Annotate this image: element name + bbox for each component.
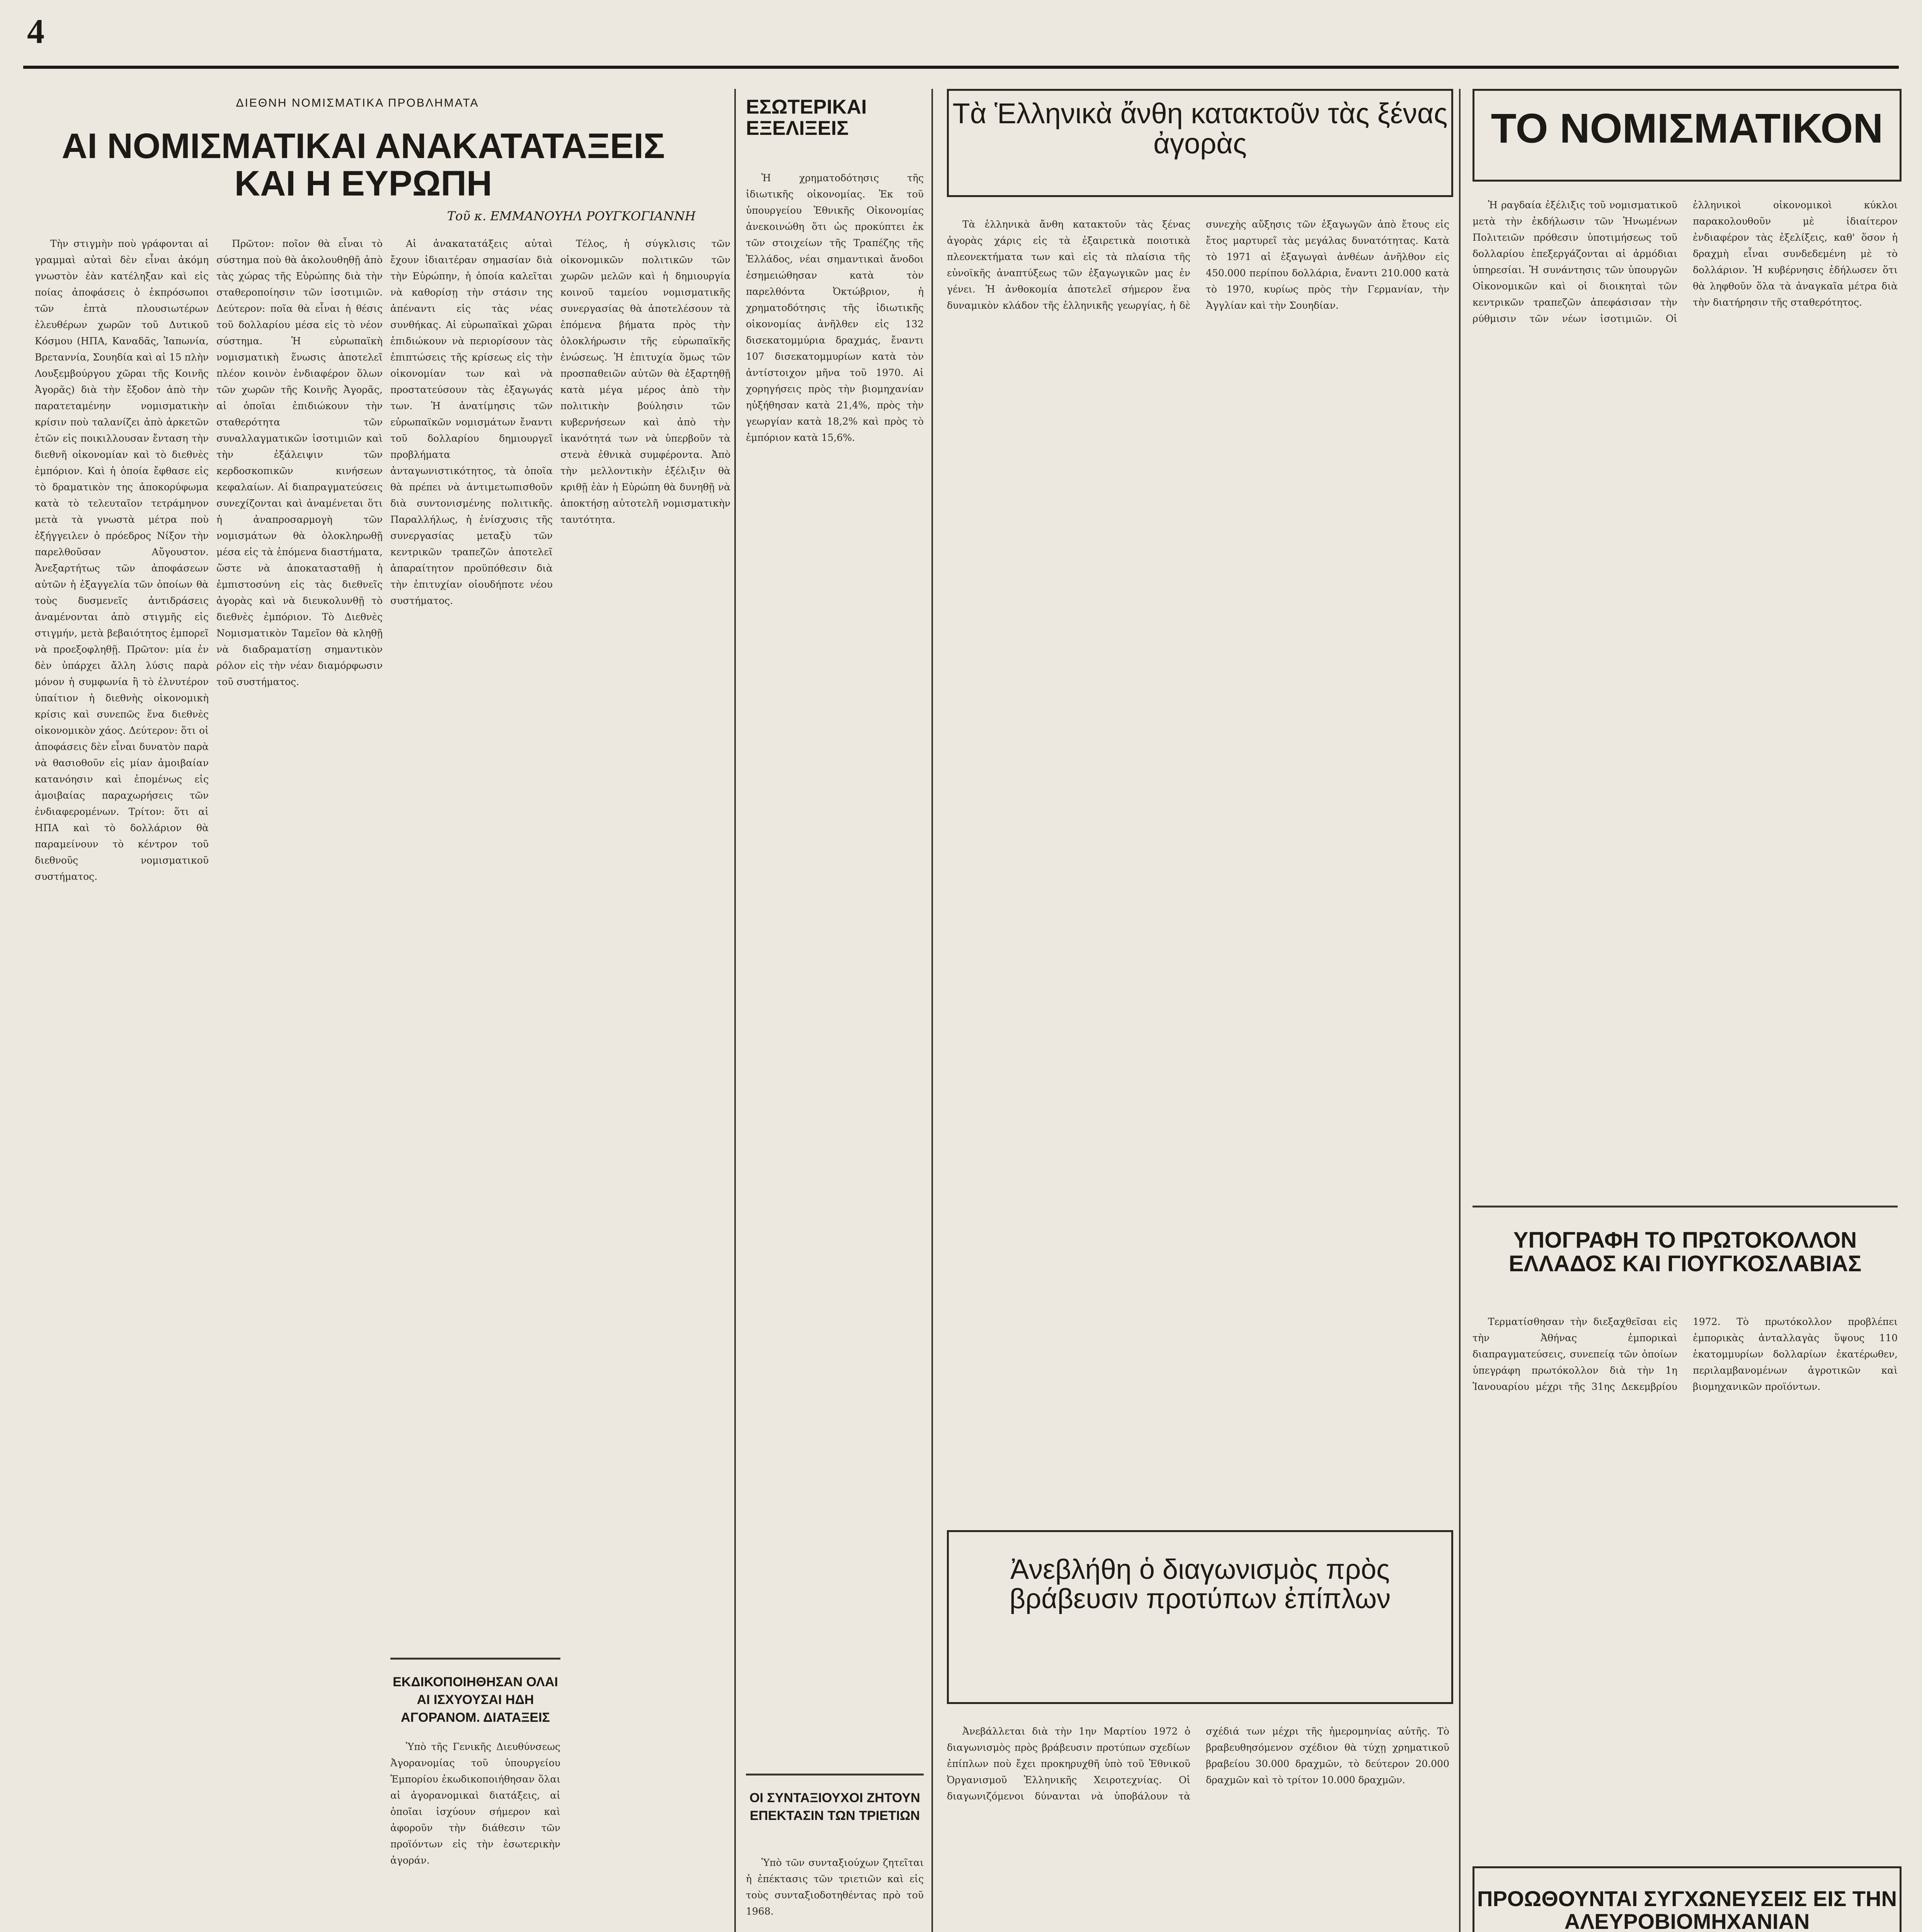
protocol-headline: ΥΠΟΓΡΑΦΗ ΤΟ ΠΡΩΤΟΚΟΛΛΟΝ ΕΛΛΑΔΟΣ ΚΑΙ ΓΙΟΥΓΚΟΣΛΑΒΙΑΣ (1508, 1228, 1862, 1276)
column-rule (734, 89, 736, 1932)
lead-paragraph: Αἱ ἀνακατατάξεις αὐταὶ ἔχουν ἰδιαιτέραν σημασίαν διὰ τὴν Εὐρώπην, ἡ ὁποία καλεῖται νὰ καθορίσῃ τὴν στάσιν της ἀπέναντι εἰς τὰς νέας συνθήκας. Αἱ εὐρωπαϊκαὶ χῶραι ἐπιδιώκουν νὰ περιορίσουν τὰς ἐπιπτώσεις τῆς κρίσεως εἰς τὴν οἰκονομίαν των καὶ νὰ προστατεύσουν τὰς ἐξαγωγάς των. Ἡ ἀνατίμησις τῶν εὐρωπαϊκῶν νομισμάτων ἔναντι τοῦ δολλαρίου δημιουργεῖ προβλήματα ἀνταγωνιστικότητος, τὰ ὁποῖα θὰ πρέπει νὰ ἀντιμετωπισθοῦν διὰ συντονισμένης πολιτικῆς. Παραλλήλως, ἡ ἐνίσχυσις τῆς συνεργασίας μεταξὺ τῶν κεντρικῶν τραπεζῶν ἀποτελεῖ ἀπαραίτητον προϋπόθεσιν διὰ τὴν ἐπιτυχίαν οἱουδήποτε νέου συστήματος. (390, 238, 553, 606)
pensions-paragraph: Ὑπὸ τῶν συνταξιούχων ζητεῖται ἡ ἐπέκτασις τῶν τριετιῶν καὶ εἰς τοὺς συνταξιοδοτηθέντας πρὸ τοῦ 1968. (746, 1857, 924, 1917)
lead-column-3 (390, 236, 553, 889)
pensions-body (746, 1855, 924, 1932)
protocol-body (1473, 1314, 1898, 1851)
competition-paragraph: Ἀνεβάλλεται διὰ τὴν 1ην Μαρτίου 1972 ὁ διαγωνισμὸς πρὸς βράβευσιν προτύπων σχεδίων ἐπίπλων ποὺ ἔχει προκηρυχθῆ ὑπὸ τοῦ Ἐθνικοῦ Ὀργανισμοῦ Ἑλληνικῆς Χειροτεχνίας. Οἱ διαγωνιζόμενοι δύνανται νὰ ὑποβάλουν τὰ σχέδιά των μέχρι τῆς ἡμερομηνίας αὐτῆς. Τὸ βραβευθησόμενον σχέδιον θὰ τύχῃ χρηματικοῦ βραβείου 30.000 δραχμῶν, τὸ δεύτερον 20.000 δραχμῶν καὶ τὸ τρίτον 10.000 δραχμῶν. (947, 1726, 1449, 1802)
domestic-headline: ΕΣΩΤΕΡΙΚΑΙ ΕΞΕΛΙΞΕΙΣ (746, 96, 867, 139)
currency-paragraph: Ἡ ραγδαία ἐξέλιξις τοῦ νομισματικοῦ μετὰ τὴν ἐκδήλωσιν τῶν Ἡνωμένων Πολιτειῶν πρόθεσιν ὑποτιμήσεως τοῦ δολλαρίου ἐπεξεργάζονται αἱ ἀρμόδιαι ὑπηρεσίαι. Ἡ συνάντησις τῶν ὑπουργῶν Οἰκονομικῶν καὶ οἱ διοικηταὶ τῶν κεντρικῶν τραπεζῶν ἀπεφάσισαν τὴν ρύθμισιν τῶν νέων ἰσοτιμιῶν. Οἱ ἑλληνικοὶ οἰκονομικοὶ κύκλοι παρακολουθοῦν μὲ ἰδιαίτερον ἐνδιαφέρον τὰς ἐξελίξεις, καθ' ὅσον ἡ δραχμὴ εἶναι συνδεδεμένη μὲ τὸ δολλάριον. Ἡ κυβέρνησις ἐδήλωσεν ὅτι θὰ ληφθοῦν ὅλα τὰ ἀναγκαῖα μέτρα διὰ τὴν διατήρησιν τῆς σταθερότητος. (1473, 199, 1898, 324)
mills-headline-box (1473, 1866, 1902, 1932)
ordinance-headline: ΕΚΔΙΚΟΠΟΙΗΘΗΣΑΝ ΟΛΑΙ ΑΙ ΙΣΧΥΟΥΣΑΙ ΗΔΗ ΑΓΟΡΑΝΟΜ. ΔΙΑΤΑΞΕΙΣ (393, 1675, 558, 1725)
currency-headline-box (1473, 89, 1902, 182)
top-rule (23, 66, 1899, 69)
page-number: 4 (27, 12, 44, 51)
lead-column-4 (560, 236, 730, 889)
divider (1473, 1206, 1898, 1208)
competition-headline: Ἀνεβλήθη ὁ διαγωνισμὸς πρὸς βράβευσιν προτύπων ἐπίπλων (1009, 1554, 1391, 1614)
competition-body (947, 1723, 1449, 1932)
lead-column-2 (216, 236, 383, 1932)
lead-column-1 (35, 236, 209, 1932)
domestic-paragraph: Ἡ χρηματοδότησις τῆς ἰδιωτικῆς οἰκονομίας. Ἐκ τοῦ ὑπουργείου Ἐθνικῆς Οἰκονομίας ἀνεκοινώθη ὅτι ὡς προκύπτει ἐκ τῶν στοιχείων τῆς Τραπέζης τῆς Ἑλλάδος, νέαι σημαντικαὶ ἄνοδοι ἐσημειώθησαν κατὰ τὸν παρελθόντα Ὀκτώβριον, ἡ χρηματοδότησις τῆς ἰδιωτικῆς οἰκονομίας ἀνῆλθεν εἰς 132 δισεκατομμύρια δραχμάς, ἔναντι 107 δισεκατομμυρίων κατὰ τὸν ἀντίστοιχον μῆνα τοῦ 1970. Αἱ χορηγήσεις πρὸς τὴν βιομηχανίαν ηὐξήθησαν κατὰ 21,4%, πρὸς τὴν γεωργίαν κατὰ 18,2% καὶ πρὸς τὸ ἐμπόριον κατὰ 15,6%. (746, 172, 924, 443)
divider (390, 1658, 560, 1660)
protocol-paragraph: Τερματίσθησαν τὴν διεξαχθεῖσαι εἰς τὴν Ἀθήνας ἐμπορικαὶ διαπραγματεύσεις, συνεπείᾳ τῶν ὁποίων ὑπεγράφη πρωτόκολλον διὰ τὴν 1η Ἰανουαρίου μέχρι τῆς 31ης Δεκεμβρίου 1972. Τὸ πρωτόκολλον προβλέπει ἐμπορικὰς ἀνταλλαγὰς ὕψους 110 ἑκατομμυρίων δολλαρίων ἐκατέρωθεν, περιλαμβανομένων ἀγροτικῶν καὶ βιομηχανικῶν προϊόντων. (1473, 1316, 1898, 1392)
pensions-headline: ΟΙ ΣΥΝΤΑΞΙΟΥΧΟΙ ΖΗΤΟΥΝ ΕΠΕΚΤΑΣΙΝ ΤΩΝ ΤΡΙΕΤΙΩΝ (749, 1791, 920, 1823)
column-rule (931, 89, 933, 1932)
divider (746, 1774, 924, 1776)
column-rule (1459, 89, 1461, 1932)
lead-byline: Τοῦ κ. ΕΜΜΑΝΟΥΗΛ ΡΟΥΓΚΟΓΙΑΝΝΗ (447, 209, 696, 223)
mills-headline: ΠΡΟΩΘΟΥΝΤΑΙ ΣΥΓΧΩΝΕΥΣΕΙΣ ΕΙΣ ΤΗΝ ΑΛΕΥΡΟΒΙΟΜΗΧΑΝΙΑΝ (1477, 1886, 1897, 1932)
domestic-body (746, 170, 924, 1754)
lead-paragraph: Τὴν στιγμὴν ποὺ γράφονται αἱ γραμμαὶ αὐταὶ δὲν εἶναι ἀκόμη γνωστὸν ἐὰν κατέληξαν καὶ εἰς ποίας ἀποφάσεις ὁ ἐκπρόσωποι τῶν ἑπτὰ πλουσιωτέρων ἐλευθέρων χωρῶν τοῦ Δυτικοῦ Κόσμου (ΗΠΑ, Καναδᾶς, Ἰαπωνία, Βρεταννία, Σουηδία καὶ αἱ 15 πλὴν Λουξεμβούργου χῶραι τῆς Κοινῆς Ἀγορᾶς) διὰ τὴν ἔξοδον ἀπὸ τὴν παρατεταμένην νομισματικὴν κρίσιν ποὺ ταλανίζει ἀπὸ ἀρκετῶν ἐτῶν εἰς ποικιλλουσαν ἔνταση τὴν διεθνῆ οἰκονομίαν καὶ τὸ διεθνὲς ἐμπόριον. Καὶ ἡ ὁποία ἔφθασε εἰς τὸ δραματικὸν της ἀποκορύφωμα κατὰ τὸ τελευταῖον τετράμηνον μετὰ τὰ γνωστὰ μέτρα ποὺ ἐξήγγειλεν ὁ πρόεδρος Νίξον τὴν παρελθοῦσαν Αὔγουστον. Ἀνεξαρτήτως τῶν ἀποφάσεων αὐτῶν ἡ ἐξαγγελία τῶν ὁποίων θὰ τοὺς δυσμενεῖς ἀντιδράσεις ἀναμένονται ἀπὸ στιγμῆς εἰς στιγμήν, μετὰ βεβαιότητος ἐμπορεῖ νὰ προεξοφληθῇ. Πρῶτον: μία ἐν δὲν ὑπάρχει ἄλλη λύσις παρὰ μόνον ἡ συμφωνία ἢ τὸ ἐλνυτέρον ὑπαίτιον ἡ διεθνὴς οἰκονομικὴ κρίσις καὶ συνεπῶς ἕνα διεθνὲς οἰκονομικὸν χάος. Δεύτερον: ὅτι οἱ ἀποφάσεις δὲν εἶναι δυνατὸν παρὰ νὰ θασιοθοῦν εἰς μίαν ἀμοιβαίαν κατανόησιν καὶ ἐπομένως εἰς ἀμοιβαίας παραχωρήσεις τῶν ἐνδιαφερομένων. Τρίτον: ὅτι αἱ ΗΠΑ καὶ τὸ δολλάριον θὰ παραμείνουν τὸ κέντρον τοῦ διεθνοῦς νομισματικοῦ συστήματος. (35, 238, 209, 882)
ordinance-body (390, 1739, 560, 1932)
lead-paragraph: Τέλος, ἡ σύγκλισις τῶν οἰκονομικῶν πολιτικῶν τῶν χωρῶν μελῶν καὶ ἡ δημιουργία κοινοῦ ταμείου νομισματικῆς συνεργασίας θὰ ἀποτελέσουν τὰ ἑπόμενα βήματα πρὸς τὴν ὁλοκλήρωσιν τῆς εὐρωπαϊκῆς ἑνώσεως. Ἡ ἐπιτυχία ὅμως τῶν προσπαθειῶν αὐτῶν θὰ ἐξαρτηθῇ κατὰ μέγα μέρος ἀπὸ τὴν πολιτικὴν βούλησιν τῶν κυβερνήσεων καὶ ἀπὸ τὴν ἱκανότητά των νὰ ὑπερβοῦν τὰ στενὰ ἐθνικὰ συμφέροντα. Ἀπὸ τὴν μελλοντικὴν ἐξέλιξιν θὰ κριθῇ ἐὰν ἡ Εὐρώπη θὰ δυνηθῇ νὰ ἀποκτήσῃ αὐτοτελῆ νομισματικὴν ταυτότητα. (560, 238, 730, 525)
lead-headline: ΑΙ ΝΟΜΙΣΜΑΤΙΚΑΙ ΑΝΑΚΑΤΑΤΑΞΕΙΣ ΚΑΙ Η ΕΥΡΩΠΗ (61, 126, 665, 203)
lead-paragraph: Πρῶτον: ποῖον θὰ εἶναι τὸ σύστημα ποὺ θὰ ἀκολουθηθῇ ἀπὸ τὰς χώρας τῆς Εὐρώπης διὰ τὴν σταθεροποίησιν τῶν ἰσοτιμιῶν. Δεύτερον: ποῖα θὰ εἶναι ἡ θέσις τοῦ δολλαρίου μέσα εἰς τὸ νέον σύστημα. Ἡ εὐρωπαϊκὴ νομισματικὴ ἕνωσις ἀποτελεῖ πλέον κοινὸν ἐνδιαφέρον ὅλων τῶν χωρῶν τῆς Κοινῆς Ἀγορᾶς, αἱ ὁποῖαι ἐπιδιώκουν τὴν σταθερότητα τῶν συναλλαγματικῶν ἰσοτιμιῶν καὶ τὴν ἐξάλειψιν τῶν κερδοσκοπικῶν κινήσεων κεφαλαίων. Αἱ διαπραγματεύσεις συνεχίζονται καὶ ἀναμένεται ὅτι ἡ ἀναπροσαρμογὴ τῶν νομισμάτων θὰ ὁλοκληρωθῇ μέσα εἰς τὰ ἑπόμενα διαστήματα, ὥστε νὰ ἀποκατασταθῇ ἡ ἐμπιστοσύνη εἰς τὰς διεθνεῖς ἀγορὰς καὶ νὰ διευκολυνθῇ τὸ διεθνὲς ἐμπόριον. Τὸ Διεθνὲς Νομισματικὸν Ταμεῖον θὰ κληθῇ νὰ διαδραματίσῃ σημαντικὸν ρόλον εἰς τὴν νέαν διαμόρφωσιν τοῦ συστήματος. (216, 238, 383, 687)
flowers-headline-box (947, 89, 1453, 197)
flowers-paragraph: Τὰ ἑλληνικὰ ἄνθη κατακτοῦν τὰς ξένας ἀγορὰς χάρις εἰς τὰ ἐξαιρετικὰ ποιοτικὰ πλεονεκτήματα των καὶ εἰς τὰ πλαίσια τῆς εὐνοϊκῆς ἀναπτύξεως τῶν ἐξαγωγικῶν μας ἐν γένει. Ἡ ἀνθοκομία ἀποτελεῖ σήμερον ἕνα δυναμικὸν κλάδον τῆς ἑλληνικῆς γεωργίας, ἡ δὲ συνεχὴς αὔξησις τῶν ἐξαγωγῶν ἀπὸ ἔτους εἰς ἔτος μαρτυρεῖ τὰς μεγάλας δυνατότητας. Κατὰ τὸ 1971 αἱ ἐξαγωγαὶ ἀνθέων ἀνῆλθον εἰς 450.000 περίπου δολλάρια, ἔναντι 210.000 κατὰ τὸ 1970, κυρίως πρὸς τὴν Γερμανίαν, τὴν Ἀγγλίαν καὶ τὴν Σουηδίαν. (947, 219, 1449, 311)
flowers-headline: Τὰ Ἑλληνικὰ ἄνθη κατακτοῦν τὰς ξένας ἀγορὰς (952, 97, 1448, 160)
currency-headline: ΤΟ ΝΟΜΙΣΜΑΤΙΚΟΝ (1491, 105, 1883, 151)
currency-body (1473, 197, 1898, 1194)
flowers-body (947, 216, 1449, 1515)
lead-kicker: ΔΙΕΘΝΗ ΝΟΜΙΣΜΑΤΙΚΑ ΠΡΟΒΛΗΜΑΤΑ (236, 97, 479, 109)
competition-headline-box (947, 1530, 1453, 1704)
ordinance-paragraph: Ὑπὸ τῆς Γενικῆς Διευθύνσεως Ἀγορανομίας τοῦ ὑπουργείου Ἐμπορίου ἐκωδικοποιήθησαν ὅλαι αἱ ἀγορανομικαὶ διατάξεις, αἱ ὁποῖαι ἰσχύουν σήμερον καὶ ἀφοροῦν τὴν διάθεσιν τῶν προϊόντων εἰς τὴν ἐσωτερικὴν ἀγοράν. (390, 1741, 560, 1866)
